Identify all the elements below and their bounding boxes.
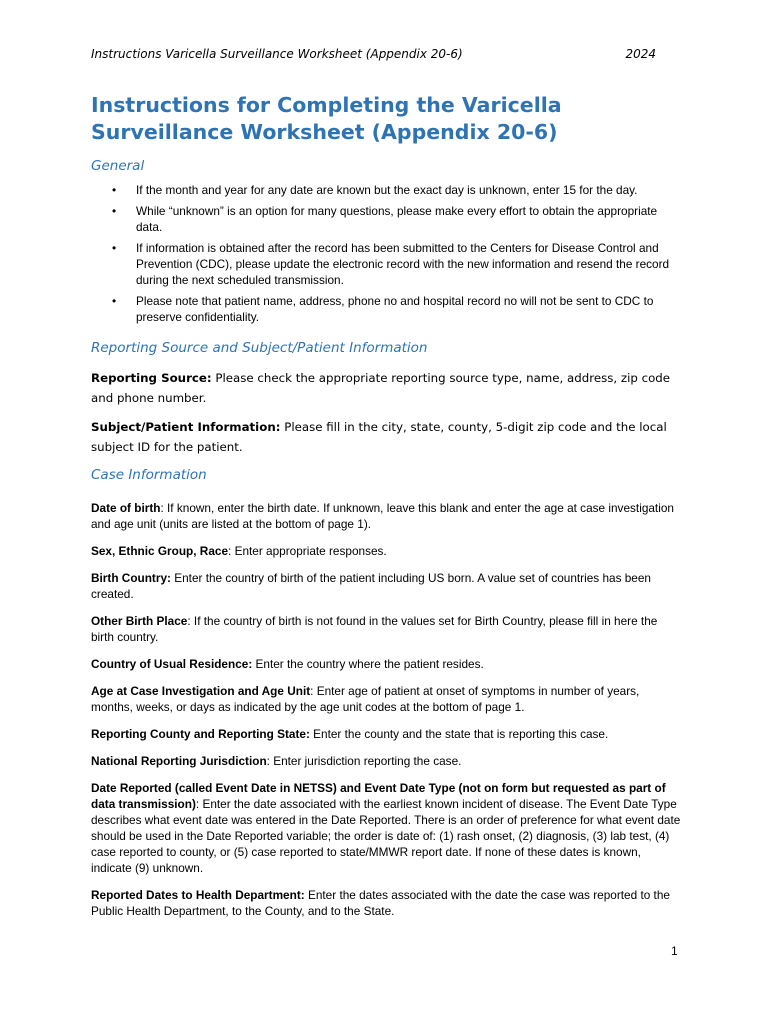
field-description: Enter the country of birth of the patient including US born. A value set of countries has been created. [91, 571, 651, 601]
list-item: • Please note that patient name, address, phone no and hospital record no will not be sent to CDC to preserve confidentiality. [112, 294, 654, 324]
list-item: • If information is obtained after the record has been submitted to the Centers for Disease Control and Prevention (CDC), please update the electronic record with the new information and resend the record during the next scheduled transmission. [112, 241, 670, 287]
case-information-list [91, 500, 681, 930]
case-paragraph [91, 656, 681, 672]
case-paragraph [91, 570, 681, 602]
case-paragraph [91, 683, 681, 715]
field-label: Date Reported (called Event Date in NETSS) and Event Date Type (not on form but requested as part of data transmission) [91, 781, 666, 811]
case-paragraph [91, 543, 681, 559]
field-label: Sex, Ethnic Group, Race [91, 544, 229, 558]
case-paragraph [91, 613, 681, 645]
field-description: : Enter age of patient at onset of symptoms in number of years, months, weeks, or days as indicated by the age unit codes at the bottom of page 1. [91, 684, 640, 714]
case-paragraph [91, 726, 681, 742]
case-paragraph [91, 753, 681, 769]
field-description: Enter the country where the patient resides. [252, 657, 484, 671]
bullet-icon: • [112, 204, 117, 218]
field-label: Birth Country: [91, 571, 171, 585]
reporting-source-paragraph [91, 369, 691, 408]
general-list [91, 182, 681, 330]
field-description: Please check the appropriate reporting source type, name, address, zip code and phone number. [91, 371, 671, 405]
running-header [91, 47, 656, 61]
field-description: Please fill in the city, state, county, 5-digit zip code and the local subject ID for the patient. [91, 420, 667, 454]
field-label: Date of birth [91, 501, 161, 515]
subject-info-paragraph [91, 418, 691, 457]
field-label: National Reporting Jurisdiction [91, 754, 267, 768]
field-description: : If the country of birth is not found in the values set for Birth Country, please fill in here the birth country. [91, 614, 658, 644]
field-description: : Enter jurisdiction reporting the case. [266, 754, 462, 768]
field-description: : Enter the date associated with the earliest known incident of disease. The Event Date Type describes what event date was entered in the Date Reported. There is an order of preference for what event date should be used in the Date Reported variable; the order is date of: (1) rash onset, (2) diagnosis, (3) lab test, (4) case reported to county, or (5) case reported to state/MMWR report date. If none of these dates is known, indicate (9) unknown. [91, 797, 681, 875]
header-title: Instructions Varicella Surveillance Worksheet (Appendix 20-6) [91, 47, 463, 61]
list-item: • If the month and year for any date are known but the exact day is unknown, enter 15 for the day. [112, 183, 638, 197]
section-heading-reporting: Reporting Source and Subject/Patient Information [91, 340, 428, 356]
section-heading-general: General [91, 158, 145, 174]
field-description: : If known, enter the birth date. If unknown, leave this blank and enter the age at case investigation and age unit (units are listed at the bottom of page 1). [91, 501, 674, 531]
field-description: Enter the county and the state that is reporting this case. [309, 727, 609, 741]
page-title: Instructions for Completing the Varicella Surveillance Worksheet (Appendix 20-6) [91, 93, 562, 144]
field-label: Country of Usual Residence: [91, 657, 253, 671]
field-label: Other Birth Place [91, 614, 188, 628]
field-label: Reporting County and Reporting State: [91, 727, 310, 741]
list-item: • While “unknown” is an option for many questions, please make every effort to obtain the appropriate data. [112, 204, 658, 234]
section-heading-case: Case Information [91, 467, 207, 483]
field-description: Enter the dates associated with the date the case was reported to the Public Health Department, to the County, and to the State. [91, 888, 670, 918]
field-label: Reported Dates to Health Department: [91, 888, 305, 902]
bullet-icon: • [112, 183, 117, 197]
page-number: 1 [671, 944, 678, 958]
header-year: 2024 [625, 47, 656, 61]
bullet-icon: • [112, 294, 117, 308]
field-label: Reporting Source: [91, 371, 212, 385]
case-paragraph [91, 500, 681, 532]
case-paragraph [91, 780, 681, 876]
field-description: : Enter appropriate responses. [228, 544, 387, 558]
case-paragraph [91, 887, 681, 919]
field-label: Age at Case Investigation and Age Unit [91, 684, 311, 698]
field-label: Subject/Patient Information: [91, 420, 281, 434]
bullet-icon: • [112, 241, 117, 255]
